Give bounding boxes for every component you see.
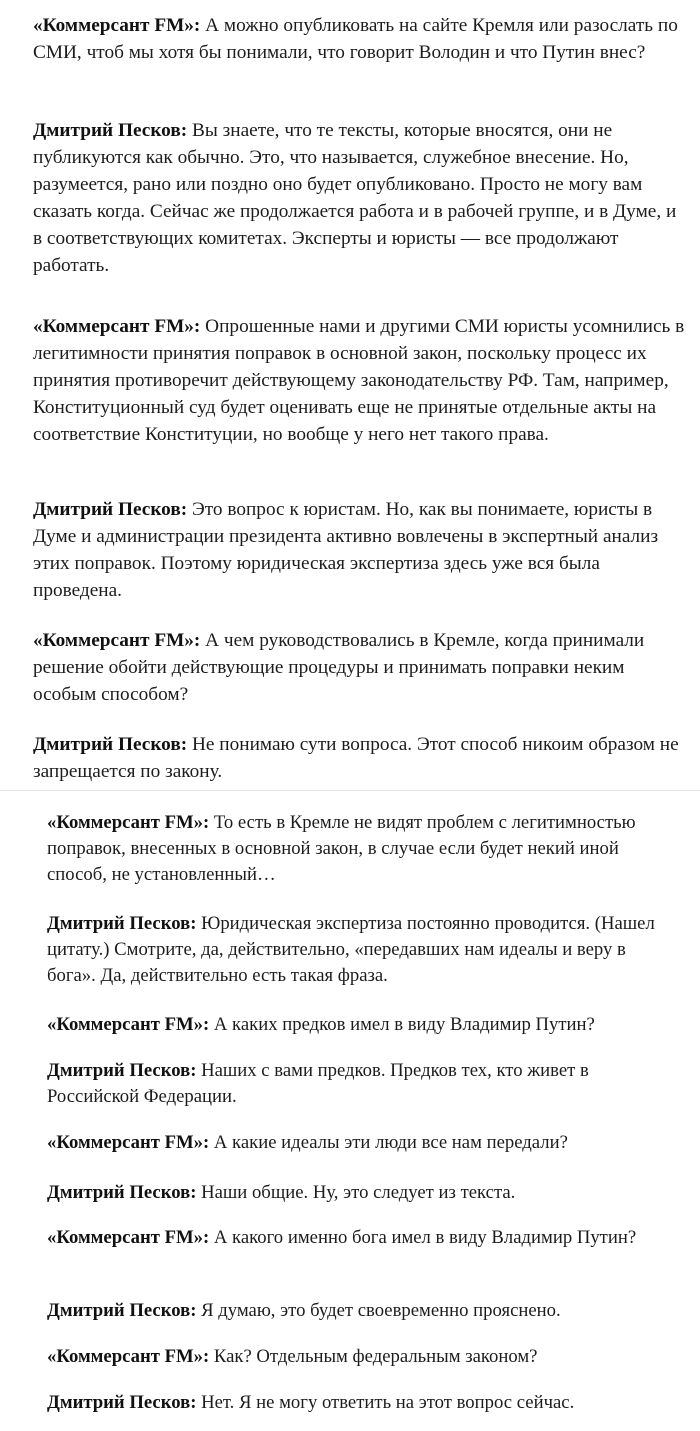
paragraph-text: А какого именно бога имел в виду Владимир Путин?	[209, 1227, 637, 1248]
paragraph-text: Наши общие. Ну, это следует из текста.	[196, 1182, 516, 1203]
paragraph-text: Не понимаю сути вопроса. Этот способ никоим образом не запрещается по закону.	[33, 734, 679, 782]
paragraph-text: А каких предков имел в виду Владимир Путин?	[209, 1014, 595, 1035]
answer-paragraph	[0, 1298, 591, 1324]
question-paragraph	[0, 12, 700, 66]
speaker-label: Дмитрий Песков:	[47, 1392, 197, 1413]
question-paragraph	[0, 1130, 598, 1156]
question-paragraph	[0, 1225, 666, 1251]
paragraph-text: Нет. Я не могу ответить на этот вопрос сейчас.	[196, 1392, 575, 1413]
answer-paragraph	[0, 496, 700, 604]
answer-paragraph	[0, 1058, 700, 1110]
speaker-label: «Коммерсант FM»:	[47, 1132, 210, 1153]
question-paragraph	[0, 1012, 625, 1038]
speaker-label: «Коммерсант FM»:	[47, 1346, 210, 1367]
question-paragraph	[0, 627, 700, 708]
paragraph-text: Наших с вами предков. Предков тех, кто живет в Российской Федерации.	[47, 1060, 589, 1107]
question-paragraph	[0, 1344, 567, 1370]
speaker-label: «Коммерсант FM»:	[47, 812, 210, 833]
answer-paragraph	[0, 1180, 545, 1206]
speaker-label: Дмитрий Песков:	[33, 499, 188, 520]
question-paragraph	[0, 313, 700, 448]
speaker-label: Дмитрий Песков:	[47, 913, 197, 934]
speaker-label: «Коммерсант FM»:	[33, 630, 201, 651]
paragraph-text: Я думаю, это будет своевременно прояснено.	[196, 1300, 561, 1321]
speaker-label: «Коммерсант FM»:	[47, 1227, 210, 1248]
answer-paragraph	[0, 1390, 604, 1416]
speaker-label: «Коммерсант FM»:	[47, 1014, 210, 1035]
paragraph-text: Это вопрос к юристам. Но, как вы понимаете, юристы в Думе и администрации президента активно вовлечены в экспертный анализ этих поправок. Поэтому юридическая экспертиза здесь уже вся была проведена.	[33, 499, 659, 601]
answer-paragraph	[0, 117, 700, 279]
answer-paragraph	[0, 731, 700, 785]
screenshot-divider	[0, 790, 700, 791]
speaker-label: Дмитрий Песков:	[47, 1060, 197, 1081]
paragraph-text: А какие идеалы эти люди все нам передали?	[209, 1132, 568, 1153]
speaker-label: «Коммерсант FM»:	[33, 316, 201, 337]
paragraph-text: Опрошенные нами и другими СМИ юристы усомнились в легитимности принятия поправок в основной закон, поскольку процесс их принятия противоречит действующему законодательству РФ. Там, например, Конституционный суд будет оценивать еще не принятые отдельные акты на соответствие Конституции, но вообще у него нет такого права.	[33, 316, 685, 445]
speaker-label: Дмитрий Песков:	[33, 734, 188, 755]
speaker-label: «Коммерсант FM»:	[33, 15, 201, 36]
answer-paragraph	[0, 911, 700, 989]
paragraph-text: А можно опубликовать на сайте Кремля или разослать по СМИ, чтоб мы хотя бы понимали, что говорит Володин и что Путин внес?	[33, 15, 678, 63]
paragraph-text: То есть в Кремле не видят проблем с легитимностью поправок, внесенных в основной закон, в случае если будет некий иной способ, не установленный…	[47, 812, 636, 885]
speaker-label: Дмитрий Песков:	[33, 120, 188, 141]
paragraph-text: Вы знаете, что те тексты, которые вносятся, они не публикуются как обычно. Это, что называется, служебное внесение. Но, разумеется, рано или поздно оно будет опубликовано. Просто не могу вам сказать когда. Сейчас же продолжается работа и в рабочей группе, и в Думе, и в соответствующих комитетах. Эксперты и юристы — все продолжают работать.	[33, 120, 677, 276]
paragraph-text: А чем руководствовались в Кремле, когда принимали решение обойти действующие процедуры и принимать поправки неким особым способом?	[33, 630, 645, 705]
question-paragraph	[0, 810, 700, 888]
paragraph-text: Юридическая экспертиза постоянно проводится. (Нашел цитату.) Смотрите, да, действительно, «передавших нам идеалы и веру в бога». Да, действительно есть такая фраза.	[47, 913, 655, 986]
paragraph-text: Как? Отдельным федеральным законом?	[209, 1346, 538, 1367]
speaker-label: Дмитрий Песков:	[47, 1300, 197, 1321]
speaker-label: Дмитрий Песков:	[47, 1182, 197, 1203]
